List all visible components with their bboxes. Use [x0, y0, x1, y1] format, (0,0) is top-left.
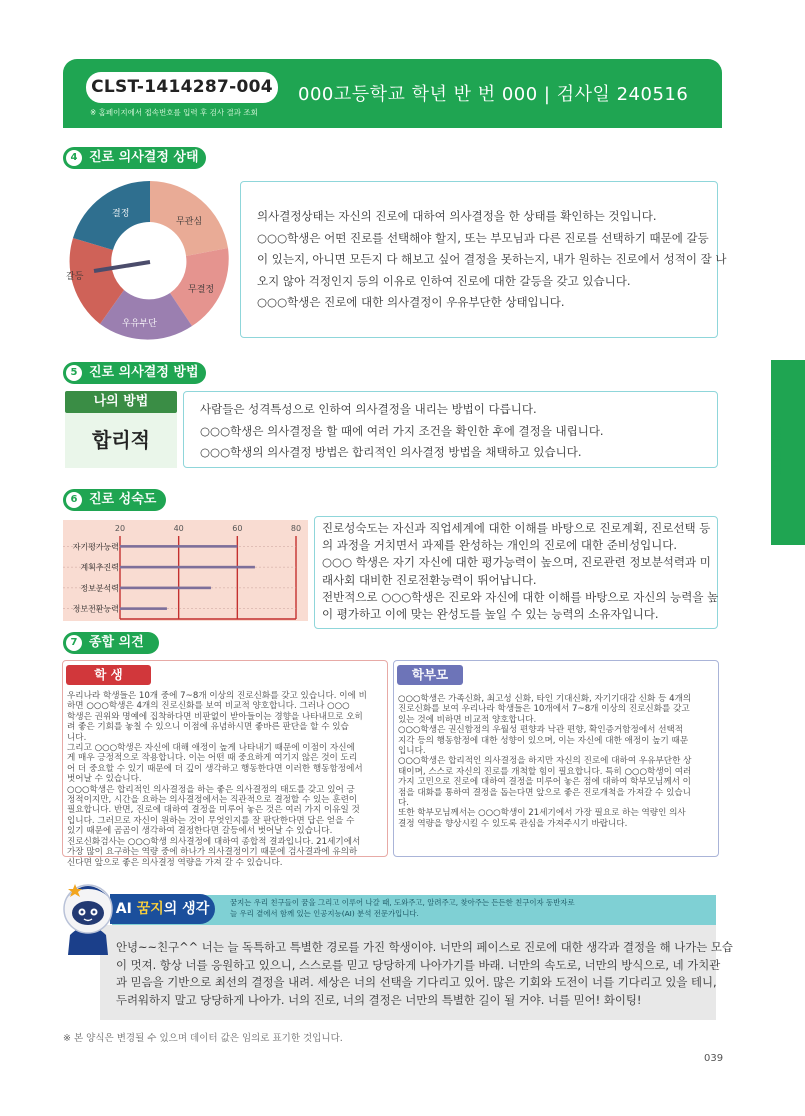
chart-bar: [120, 607, 167, 610]
section-number: 7: [66, 635, 82, 651]
maturity-line: 래사회 대비한 진로전환능력이 뛰어납니다.: [322, 572, 537, 587]
section-5-title: [63, 362, 206, 384]
student-opinion-line: 그리고 ○○○학생은 자신에 대해 애정이 높게 나타내기 때문에 이점이 자신에: [67, 743, 355, 754]
parent-opinion-line: 점을 대화를 통하여 결정을 돕는다면 앞으로 좋은 진로개척을 가져갈 수 있습니: [398, 787, 691, 798]
student-opinion-line: 입니다. 그러므로 자신이 원하는 것이 무엇인지를 잘 판단한다면 답은 얻을 수: [67, 815, 355, 826]
section-number: 4: [66, 150, 82, 166]
maturity-text-box: [314, 516, 718, 629]
section-title-text: 진로 의사결정 방법: [89, 365, 199, 380]
parent-opinion-line: ○○○학생은 합리적인 의사결정을 하지만 자신의 진로에 대하여 우유부단한 상: [398, 756, 692, 767]
parent-opinion-line: 지각 등의 행동함정에 대한 성향이 있으며, 이는 자신에 대한 애정이 높기 때문: [398, 735, 689, 746]
maturity-chart: [63, 520, 308, 621]
student-opinion-line: 진로신화검사는 ○○○학생 의사결정에 대하여 종합적 결과입니다. 21세기에서: [67, 836, 361, 847]
chart-bar: [120, 545, 237, 548]
parent-opinion-line: ○○○학생은 권신함정의 우월성 편향과 낙관 편향, 확인증거함정에서 선택적: [398, 725, 684, 736]
student-info: 000고등학교 학년 반 번 000 | 검사일 240516: [298, 84, 689, 105]
maturity-line: 전반적으로 ○○○학생은 진로와 자신에 대한 이해를 바탕으로 자신의 능력을 높: [322, 589, 719, 604]
chart-bar: [120, 566, 255, 569]
student-opinion-box: [62, 660, 388, 868]
section-6-title: [63, 489, 166, 511]
ai-mascot-icon: [58, 877, 118, 957]
student-opinion-line: 있기 때문에 곰곰이 생각하여 결정한다면 갈등에서 벗어날 수 있습니다.: [67, 826, 333, 837]
decision-method-line: 사람들은 성격특성으로 인하여 의사결정을 내리는 방법이 다릅니다.: [200, 402, 537, 416]
ai-logo: [110, 894, 215, 924]
student-opinion-line: 우리나라 학생들은 10개 중에 7~8개 이상의 진로신화를 갖고 있습니다. 이에 비: [67, 691, 367, 701]
ai-message-line: 두려워하지 말고 당당하게 나아가. 너의 진로, 너의 결정은 너만의 특별한 길이 될 거야. 너를 믿어! 화이팅!: [116, 992, 642, 1007]
student-opinion-line: 벗어날 수 있습니다.: [67, 774, 142, 785]
student-opinion-line: 어 더 중요할 수 있기 때문에 더 깊이 생각하고 행동한다면 이러한 행동함정에서: [67, 763, 363, 774]
parent-opinion-line: 진로신화를 보여 우리나라 학생들은 10개에서 7~8개 이상의 진로신화를 갖고: [398, 704, 690, 715]
ai-message-line: 과 믿음을 기반으로 최선의 결정을 내려. 세상은 너의 선택을 기다리고 있어. 많은 기회와 도전이 너를 기다리고 있을 테니,: [116, 975, 717, 989]
decision-method-box: [183, 391, 718, 468]
ai-message-line: 안녕~~친구^^ 너는 늘 독특하고 특별한 경로를 가진 학생이야. 너만의 페이스로 진로에 대한 생각과 결정을 해 나가는 모습: [116, 940, 733, 954]
ai-description: [230, 897, 575, 919]
student-opinion-line: 게 매우 긍정적으로 작용합니다. 이는 어떤 때 중요하게 여기지 않은 것이 도리: [67, 753, 358, 764]
wheel-label-indifference: 무관심: [176, 217, 203, 227]
maturity-line: 이 평가하고 이에 맞는 완성도를 높일 수 있는 능력의 소유자입니다.: [322, 607, 659, 622]
ai-message-box: [100, 925, 733, 1020]
student-opinion-line: 가장 많이 요구하는 역량 중에 하나가 의사결정이기 때문에 검사결과에 유의하: [67, 847, 358, 858]
decision-method-line: ○○○학생은 의사결정을 할 때에 여러 가지 조건을 확인한 후에 결정을 내립니다.: [200, 423, 604, 438]
wheel-label-indecisive: 우유부단: [122, 319, 157, 329]
decision-method-line: ○○○학생의 의사결정 방법은 합리적인 의사결정 방법을 채택하고 있습니다.: [200, 445, 582, 459]
access-code-notice: ※ 홈페이지에서 접속번호를 입력 후 검사 결과 조회: [90, 108, 258, 117]
chart-tick-label: 80: [290, 524, 302, 533]
maturity-line: 진로성숙도는 자신과 직업세계에 대한 이해를 바탕으로 진로계획, 진로선택 등: [322, 521, 711, 535]
section-number: 5: [66, 365, 82, 381]
student-opinion-line: ○○○학생은 합리적인 의사결정을 하는 좋은 의사결정의 태도를 갖고 있어 긍: [67, 784, 355, 795]
maturity-line: ○○○ 학생은 자기 자신에 대한 평가능력이 높으며, 진로관련 정보분석력과 미: [322, 555, 711, 570]
parent-opinion-line: 다.: [398, 798, 410, 809]
section-title-text: 종합 의견: [89, 635, 144, 650]
parent-opinion-line: 입니다.: [398, 746, 426, 757]
chart-category-label: 정보전환능력: [72, 604, 119, 614]
parent-opinion-line: 태이며, 스스로 자신의 진로를 개척할 힘이 필요합니다. 특히 ○○○학생이 여러: [398, 766, 692, 777]
student-opinion-line: 니다.: [67, 732, 87, 743]
chart-category-label: 자기평가능력: [72, 542, 119, 552]
parent-opinion-line: 결정 역량을 향상시킬 수 있도록 관심을 가져주시기 바랍니다.: [398, 818, 628, 829]
method-label: 나의 방법: [65, 391, 177, 413]
section-4-title: [63, 147, 206, 169]
student-opinion-line: 필요합니다. 반면, 진로에 대하여 결정을 미루어 놓은 것은 여러 가지 이유일 것: [67, 805, 360, 816]
chart-tick-label: 60: [232, 524, 243, 533]
parent-tab: 학부모: [397, 665, 463, 685]
student-opinion-line: 학생은 권위와 명예에 집착하다면 비판없이 받아들이는 경향을 나타내므로 오히: [67, 711, 363, 722]
student-opinion-line: 신다면 앞으로 좋은 의사결정 역량을 가져 갈 수 있습니다.: [67, 857, 283, 868]
chart-category-label: 계획추진력: [80, 563, 119, 573]
maturity-line: 의 과정을 거치면서 과제를 완성하는 개인의 진로에 대한 준비성입니다.: [322, 538, 678, 553]
section-title-text: 진로 의사결정 상태: [89, 150, 199, 165]
ai-logo-prefix: AI: [115, 901, 132, 917]
wheel-label-conflict: 갈등: [66, 272, 84, 282]
parent-opinion-line: 있는 것에 비하면 비교적 양호합니다.: [398, 714, 537, 725]
chart-tick-label: 20: [114, 524, 126, 533]
ai-logo-highlight: 꿈지: [136, 901, 164, 917]
page-number: 039: [704, 1053, 724, 1064]
section-title-text: 진로 성숙도: [89, 492, 157, 507]
decision-status-box: [240, 181, 727, 338]
decision-status-line: ○○○학생은 어떤 진로를 선택해야 할지, 또는 부모님과 다른 진로를 선택하기 때문에 갈등: [257, 230, 709, 245]
parent-opinion-line: 가지 고민으로 진로에 대하여 결정을 미루어 놓은 점에 대하여 학부모님께서 이: [398, 777, 691, 788]
wheel-label-undecided: 무결정: [188, 285, 215, 295]
parent-opinion-line: ○○○학생은 가족신화, 최고성 신화, 타인 기대신화, 자기기대감 신화 등 4개의: [398, 694, 692, 704]
ai-message-line: 이 멋져. 항상 너를 응원하고 있으니, 스스로를 믿고 당당하게 나아가기를 바래. 너만의 속도로, 너만의 방식으로, 네 가치관: [116, 957, 721, 972]
student-tab: 학 생: [66, 665, 151, 685]
ai-description-line: 꿈지는 우리 친구들이 꿈을 그리고 이루어 나갈 때, 도와주고, 알려주고, 찾아주는 든든한 친구이자 동반자로: [230, 898, 575, 907]
ai-description-line: 늘 우리 곁에서 함께 있는 인공지능(AI) 분석 전문가입니다.: [230, 909, 419, 918]
student-opinion-line: 하면 ○○○학생은 4개의 진로신화를 보여 비교적 양호합니다. 그러나 ○○○: [67, 701, 350, 712]
chart-tick-label: 40: [173, 524, 184, 533]
chart-category-label: 정보분석력: [80, 583, 119, 593]
chart-bar: [120, 587, 211, 590]
student-opinion-line: 정적이지만, 시간을 요하는 의사결정에서는 직관적으로 결정할 수 있는 훈련이: [67, 795, 358, 806]
section-number: 6: [66, 492, 82, 508]
footer-note: ※ 본 양식은 변경될 수 있으며 데이터 값은 임의로 표기한 것입니다.: [63, 1033, 343, 1044]
section-7-title: [63, 632, 159, 654]
ai-logo-suffix: 의 생각: [163, 901, 210, 917]
student-opinion-line: 려 좋은 기회를 놓칠 수 있으니 이점에 유념하시면 좋바른 판단을 할 수 있습: [67, 722, 349, 733]
parent-opinion-box: [393, 660, 719, 857]
decision-status-line: 이 있는지, 아니면 모든지 다 해보고 싶어 결정을 못하는지, 내가 원하는 진로에서 성적이 잘 나: [257, 252, 727, 266]
access-code: CLST-1414287-004: [86, 72, 278, 103]
decision-status-line: ○○○학생은 진로에 대한 의사결정이 우유부단한 상태입니다.: [257, 295, 565, 309]
side-tab-label: 진로/직업: [770, 427, 783, 476]
method-value: 합리적: [65, 413, 177, 468]
decision-status-line: 의사결정상태는 자신의 진로에 대하여 의사결정을 한 상태를 확인하는 것입니다.: [257, 209, 657, 223]
decision-status-line: 오지 않아 걱정인지 등의 이유로 인하여 진로에 대한 갈등을 갖고 있습니다.: [257, 273, 631, 288]
wheel-label-decided: 결정: [112, 209, 130, 219]
parent-opinion-line: 또한 학부모님께서는 ○○○학생이 21세기에서 가장 필요로 하는 역량인 의사: [398, 808, 686, 819]
decision-wheel: [60, 176, 240, 346]
